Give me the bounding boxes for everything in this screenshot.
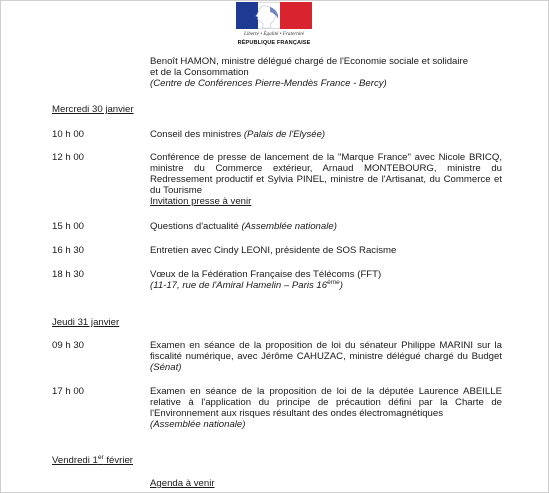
event-text: Conférence de presse de lancement de la "Marque France" avec Nicole BRICQ, ministre du Commerce extérieur, Arnaud MONTEBOURG, ministre du Redressement productif et Sylvia PINEL, ministre de l'Artisanat, du Commerce et du Tourisme: [150, 152, 502, 196]
tricolor-flag: [236, 2, 312, 29]
intro-line-2: et de la Consommation: [150, 67, 249, 78]
event-place: (Sénat): [150, 362, 182, 373]
intro-entry: [150, 56, 510, 89]
event-text: Vœux de la Fédération Française des Télécoms (FFT): [150, 269, 382, 280]
event-description: [150, 269, 502, 291]
event-place: (Assemblée nationale): [150, 419, 246, 430]
republique-francaise-logo: [236, 2, 312, 50]
marianne-profile-icon: [250, 4, 280, 29]
day-heading: Mercredi 30 janvier: [52, 104, 134, 115]
event-place: (Assemblée nationale): [241, 221, 337, 232]
event-description: [150, 129, 502, 140]
event-text: Examen en séance de la proposition de loi de la députée Laurence ABEILLE relative à l'application du principe de précaution défini par la Charte de l'Environnement aux risques résultant des ondes électromagnétiques: [150, 386, 502, 419]
republique-francaise-label: RÉPUBLIQUE FRANÇAISE: [237, 40, 311, 46]
intro-line-1: Benoît HAMON, ministre délégué chargé de l'Economie sociale et solidaire: [150, 56, 469, 67]
event-description: [150, 386, 502, 430]
event-place: (11-17, rue de l'Amiral Hamelin – Paris 16ème): [150, 279, 343, 291]
day-heading: Jeudi 31 janvier: [52, 317, 120, 328]
motto: Liberté • Égalité • Fraternité: [243, 31, 305, 37]
event-time: 09 h 30: [52, 340, 85, 351]
event-description: [150, 221, 502, 232]
event-time: 18 h 30: [52, 269, 85, 280]
event-text: Questions d'actualité: [150, 221, 242, 232]
event-time: 15 h 00: [52, 221, 85, 232]
event-time: 12 h 00: [52, 152, 85, 163]
event-text: Entretien avec Cindy LEONI, présidente de SOS Racisme: [150, 245, 397, 256]
intro-place: (Centre de Conférences Pierre-Mendès France - Bercy): [150, 78, 387, 89]
event-time: 16 h 30: [52, 245, 85, 256]
event-description: [150, 245, 502, 256]
event-description: [150, 152, 502, 207]
day-heading: Vendredi 1er février: [52, 454, 133, 466]
event-description: [150, 340, 502, 373]
event-text: Examen en séance de la proposition de loi du sénateur Philippe MARINI sur la fiscalité numérique, avec Jérôme CAHUZAC, ministre délégué chargé du Budget: [150, 340, 502, 362]
event-time: 10 h 00: [52, 129, 85, 140]
event-place: (Palais de l'Elysée): [243, 129, 326, 140]
event-time: 17 h 00: [52, 386, 85, 397]
press-invitation-link[interactable]: Invitation presse à venir: [150, 196, 252, 207]
agenda-link[interactable]: Agenda à venir: [150, 478, 215, 489]
event-text: Conseil des ministres: [150, 129, 244, 140]
